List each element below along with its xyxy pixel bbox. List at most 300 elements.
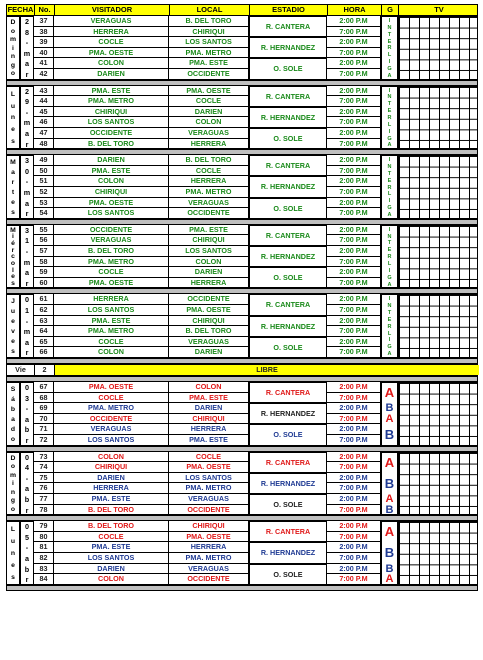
visitor-team: COCLE — [54, 393, 169, 404]
date-char: a — [25, 268, 29, 278]
local-team: VERAGUAS — [169, 564, 249, 575]
game-time: 7:00 P.M — [327, 117, 381, 128]
tv-grid — [398, 452, 478, 516]
visitor-team: COCLE — [54, 37, 169, 48]
group-letter: A — [384, 385, 395, 400]
local-team: PMA. ESTE — [169, 393, 249, 404]
game-number: 66 — [34, 347, 54, 358]
game-time: 7:00 P.M — [327, 393, 381, 404]
date-char: r — [25, 575, 29, 585]
interliga-vertical: I N T E R L I G A — [381, 155, 398, 219]
date-char: 1 — [25, 236, 29, 246]
day-letter: o — [10, 27, 16, 35]
date-char: r — [25, 505, 29, 515]
game-time: 2:00 P.M — [327, 267, 381, 278]
stadium-cell: R. HERNANDEZ — [249, 403, 327, 424]
local-team: COCLE — [169, 96, 249, 107]
day-letter: n — [10, 550, 16, 558]
day-letter: n — [10, 53, 16, 61]
game-time: 2:00 P.M — [327, 198, 381, 209]
game-number: 55 — [34, 225, 54, 236]
interliga-vertical: I N T E R L I G A — [381, 294, 398, 358]
game-number: 74 — [34, 462, 54, 473]
day-letter: g — [10, 497, 16, 505]
visitor-team: PMA. METRO — [54, 257, 169, 268]
game-time: 2:00 P.M — [327, 473, 381, 484]
visitor-team: VERAGUAS — [54, 16, 169, 27]
group-letter: B — [385, 503, 394, 516]
local-team: COLON — [169, 382, 249, 393]
visitor-team: CHIRIQUI — [54, 187, 169, 198]
stadium-cell: O. SOLE — [249, 494, 327, 515]
stadium-cell: R. CANTERA — [249, 452, 327, 473]
game-time: 7:00 P.M — [327, 235, 381, 246]
visitor-team: PMA. ESTE — [54, 86, 169, 97]
game-time: 7:00 P.M — [327, 553, 381, 564]
game-time: 2:00 P.M — [327, 382, 381, 393]
date-char: - — [25, 246, 29, 256]
game-time: 2:00 P.M — [327, 403, 381, 414]
game-time: 2:00 P.M — [327, 37, 381, 48]
date-char: - — [25, 473, 29, 483]
visitor-team: PMA. OESTE — [54, 382, 169, 393]
header-fecha: FECHA — [7, 5, 34, 14]
game-time: 2:00 P.M — [327, 294, 381, 305]
game-number: 69 — [34, 403, 54, 414]
day-letter: o — [10, 70, 16, 78]
local-team: LOS SANTOS — [169, 246, 249, 257]
game-number: 57 — [34, 246, 54, 257]
game-time: 7:00 P.M — [327, 139, 381, 150]
day-letter: a — [11, 169, 15, 177]
game-time: 2:00 P.M — [327, 337, 381, 348]
day-letter: d — [10, 425, 16, 433]
game-number: 83 — [34, 564, 54, 575]
game-number: 62 — [34, 305, 54, 316]
day-letter: D — [10, 19, 16, 26]
date-char: 4 — [25, 463, 29, 473]
local-team: CHIRIQUI — [169, 27, 249, 38]
stadium-cell: O. SOLE — [249, 198, 327, 219]
game-number: 43 — [34, 86, 54, 97]
day-letter: s — [11, 208, 15, 216]
header-no: No. — [35, 5, 55, 15]
game-number: 72 — [34, 435, 54, 446]
game-time: 2:00 P.M — [327, 107, 381, 118]
day-letter: e — [11, 561, 15, 569]
local-team: LOS SANTOS — [169, 473, 249, 484]
day-letter: L — [10, 90, 16, 98]
date-char: a — [25, 553, 29, 563]
day-letter: e — [11, 273, 15, 281]
header-hora: HORA — [328, 5, 382, 15]
day-letter: S — [10, 386, 16, 393]
visitor-team: DARIEN — [54, 564, 169, 575]
local-team: PMA. ESTE — [169, 58, 249, 69]
date-char: 0 — [25, 383, 29, 392]
header-estadio: ESTADIO — [250, 5, 328, 15]
day-letter: g — [10, 61, 16, 69]
header-local: LOCAL — [170, 5, 250, 15]
date-char: 0 — [25, 452, 29, 462]
visitor-team: B. DEL TORO — [54, 521, 169, 532]
game-time: 7:00 P.M — [327, 166, 381, 177]
visitor-team: DARIEN — [54, 155, 169, 166]
date-char: - — [25, 107, 29, 117]
day-letter: n — [10, 488, 16, 496]
game-number: 76 — [34, 483, 54, 494]
game-number: 77 — [34, 494, 54, 505]
game-number: 48 — [34, 139, 54, 150]
stadium-cell: R. CANTERA — [249, 382, 327, 403]
date-char: 3 — [25, 156, 29, 166]
visitor-team: COCLE — [54, 337, 169, 348]
stadium-cell: R. CANTERA — [249, 16, 327, 37]
visitor-team: VERAGUAS — [54, 235, 169, 246]
visitor-team: DARIEN — [54, 473, 169, 484]
local-team: COLON — [169, 117, 249, 128]
visitor-team: LOS SANTOS — [54, 117, 169, 128]
visitor-team: OCCIDENTE — [54, 225, 169, 236]
game-time: 7:00 P.M — [327, 27, 381, 38]
day-letter: b — [10, 405, 16, 413]
game-time: 2:00 P.M — [327, 424, 381, 435]
date-char: r — [25, 278, 29, 288]
game-number: 73 — [34, 452, 54, 463]
game-number: 53 — [34, 198, 54, 209]
stadium-cell: R. HERNANDEZ — [249, 542, 327, 563]
date-char: r — [25, 139, 29, 149]
game-number: 80 — [34, 532, 54, 543]
visitor-team: PMA. METRO — [54, 403, 169, 414]
game-number: 56 — [34, 235, 54, 246]
tv-grid — [398, 382, 478, 446]
stadium-cell: R. HERNANDEZ — [249, 473, 327, 494]
game-number: 44 — [34, 96, 54, 107]
tv-grid — [398, 16, 478, 80]
game-time: 2:00 P.M — [327, 521, 381, 532]
game-time: 7:00 P.M — [327, 505, 381, 516]
local-team: OCCIDENTE — [169, 574, 249, 585]
day-letter: s — [11, 279, 15, 287]
local-team: CHIRIQUI — [169, 414, 249, 425]
date-char: 2 — [25, 17, 29, 26]
local-team: PMA. OESTE — [169, 86, 249, 97]
date-char: m — [23, 327, 31, 337]
day-letter: v — [11, 328, 15, 336]
day-letter: o — [10, 505, 16, 513]
day-letter: m — [9, 36, 17, 44]
date-char: m — [23, 257, 31, 267]
day-letter: o — [10, 435, 16, 443]
game-number: 59 — [34, 267, 54, 278]
day-letter: e — [11, 338, 15, 346]
game-time: 7:00 P.M — [327, 257, 381, 268]
visitor-team: COLON — [54, 574, 169, 585]
header-g: G — [382, 5, 399, 15]
visitor-team: PMA. ESTE — [54, 166, 169, 177]
group-letter: B — [385, 562, 394, 575]
game-time: 2:00 P.M — [327, 246, 381, 257]
game-time: 2:00 P.M — [327, 494, 381, 505]
date-char: b — [24, 564, 30, 574]
visitor-team: PMA. METRO — [54, 326, 169, 337]
local-team: VERAGUAS — [169, 494, 249, 505]
date-char: 3 — [25, 225, 29, 235]
game-number: 79 — [34, 521, 54, 532]
interliga-vertical: I N T E R L I G A — [381, 225, 398, 289]
game-number: 81 — [34, 542, 54, 553]
game-time: 7:00 P.M — [327, 305, 381, 316]
group-letter: A — [385, 412, 394, 425]
game-number: 49 — [34, 155, 54, 166]
game-time: 2:00 P.M — [327, 58, 381, 69]
local-team: PMA. OESTE — [169, 462, 249, 473]
date-char: a — [25, 198, 29, 208]
game-number: 37 — [34, 16, 54, 27]
local-team: VERAGUAS — [169, 128, 249, 139]
local-team: DARIEN — [169, 403, 249, 414]
visitor-team: HERRERA — [54, 294, 169, 305]
day-letter: u — [10, 102, 16, 110]
local-team: PMA. METRO — [169, 483, 249, 494]
game-number: 42 — [34, 69, 54, 80]
game-time: 2:00 P.M — [327, 155, 381, 166]
game-number: 70 — [34, 414, 54, 425]
local-team: LOS SANTOS — [169, 37, 249, 48]
visitor-team: COLON — [54, 347, 169, 358]
visitor-team: LOS SANTOS — [54, 305, 169, 316]
visitor-team: LOS SANTOS — [54, 208, 169, 219]
day-letter: M — [10, 159, 16, 167]
group-letter: B — [384, 427, 395, 443]
day-letter: M — [10, 226, 16, 234]
local-team: HERRERA — [169, 176, 249, 187]
game-number: 58 — [34, 257, 54, 268]
tv-grid — [398, 155, 478, 219]
local-team: CHIRIQUI — [169, 316, 249, 327]
date-char: a — [25, 484, 29, 494]
game-time: 2:00 P.M — [327, 225, 381, 236]
game-number: 46 — [34, 117, 54, 128]
date-char: b — [24, 425, 30, 435]
date-char: r — [25, 209, 29, 219]
day-letter: t — [11, 189, 15, 196]
game-number: 50 — [34, 166, 54, 177]
local-team: CHIRIQUI — [169, 235, 249, 246]
group-letter: B — [385, 402, 394, 415]
local-team: VERAGUAS — [169, 337, 249, 348]
date-char: a — [25, 414, 29, 424]
table-header — [6, 4, 478, 16]
block-separator — [6, 585, 478, 591]
visitor-team: CHIRIQUI — [54, 107, 169, 118]
local-team: COCLE — [169, 166, 249, 177]
game-number: 82 — [34, 553, 54, 564]
day-letter: u — [10, 308, 16, 316]
day-letter: r — [11, 179, 15, 187]
game-number: 68 — [34, 393, 54, 404]
day-letter: i — [12, 233, 14, 241]
local-team: PMA. OESTE — [169, 305, 249, 316]
day-letter: u — [10, 538, 16, 546]
tv-grid — [398, 294, 478, 358]
game-time: 7:00 P.M — [327, 208, 381, 219]
local-team: HERRERA — [169, 278, 249, 289]
libre-label: LIBRE — [55, 365, 479, 375]
stadium-cell: R. CANTERA — [249, 521, 327, 542]
day-letter: s — [11, 138, 15, 146]
group-letter: A — [384, 454, 395, 470]
visitor-team: B. DEL TORO — [54, 246, 169, 257]
local-team: DARIEN — [169, 107, 249, 118]
date-char: - — [25, 316, 29, 326]
game-time: 2:00 P.M — [327, 128, 381, 139]
day-letter: L — [10, 526, 16, 534]
visitor-team: COCLE — [54, 532, 169, 543]
date-char: 0 — [25, 522, 29, 532]
day-letter: e — [11, 318, 15, 326]
game-time: 2:00 P.M — [327, 564, 381, 575]
game-time: 7:00 P.M — [327, 574, 381, 585]
day-letter: m — [9, 471, 17, 479]
date-char: a — [25, 337, 29, 347]
date-char: r — [25, 348, 29, 358]
date-char: 0 — [25, 295, 29, 305]
day-letter: e — [11, 198, 15, 206]
libre-row — [6, 364, 478, 376]
date-char: - — [25, 38, 29, 48]
stadium-cell: R. HERNANDEZ — [249, 246, 327, 267]
libre-day: Vie — [7, 365, 35, 375]
local-team: COCLE — [169, 452, 249, 463]
game-time: 7:00 P.M — [327, 414, 381, 425]
group-letter: B — [384, 475, 395, 491]
local-team: DARIEN — [169, 267, 249, 278]
day-letter: i — [12, 480, 14, 488]
visitor-team: OCCIDENTE — [54, 414, 169, 425]
stadium-cell: R. HERNANDEZ — [249, 176, 327, 197]
local-team: PMA. METRO — [169, 553, 249, 564]
day-letter: á — [11, 395, 15, 403]
day-letter: s — [11, 348, 15, 356]
game-number: 45 — [34, 107, 54, 118]
game-number: 47 — [34, 128, 54, 139]
group-letter: A — [385, 573, 394, 586]
day-letter: c — [11, 253, 15, 261]
day-letter: o — [10, 259, 16, 267]
game-number: 40 — [34, 48, 54, 59]
game-number: 78 — [34, 505, 54, 516]
visitor-team: B. DEL TORO — [54, 505, 169, 516]
local-team: PMA. METRO — [169, 48, 249, 59]
day-letter: i — [12, 44, 14, 52]
visitor-team: LOS SANTOS — [54, 435, 169, 446]
local-team: OCCIDENTE — [169, 69, 249, 80]
local-team: HERRERA — [169, 139, 249, 150]
local-team: B. DEL TORO — [169, 326, 249, 337]
game-number: 41 — [34, 58, 54, 69]
game-number: 38 — [34, 27, 54, 38]
local-team: OCCIDENTE — [169, 294, 249, 305]
game-time: 7:00 P.M — [327, 278, 381, 289]
visitor-team: COLON — [54, 176, 169, 187]
group-letter: A — [385, 493, 394, 505]
stadium-cell: O. SOLE — [249, 128, 327, 149]
date-char: 9 — [25, 97, 29, 107]
local-team: PMA. OESTE — [169, 532, 249, 543]
game-time: 7:00 P.M — [327, 347, 381, 358]
game-number: 64 — [34, 326, 54, 337]
visitor-team: HERRERA — [54, 483, 169, 494]
game-number: 52 — [34, 187, 54, 198]
game-time: 7:00 P.M — [327, 326, 381, 337]
day-letter: o — [10, 463, 16, 471]
local-team: PMA. ESTE — [169, 225, 249, 236]
local-team: PMA. ESTE — [169, 435, 249, 446]
stadium-cell: R. CANTERA — [249, 294, 327, 315]
game-time: 7:00 P.M — [327, 483, 381, 494]
stadium-cell: O. SOLE — [249, 337, 327, 358]
visitor-team: PMA. ESTE — [54, 316, 169, 327]
game-number: 39 — [34, 37, 54, 48]
stadium-cell: R. CANTERA — [249, 155, 327, 176]
visitor-team: COLON — [54, 58, 169, 69]
visitor-team: LOS SANTOS — [54, 553, 169, 564]
game-time: 2:00 P.M — [327, 452, 381, 463]
local-team: HERRERA — [169, 542, 249, 553]
visitor-team: COLON — [54, 452, 169, 463]
game-time: 7:00 P.M — [327, 48, 381, 59]
header-visitador: VISITADOR — [55, 5, 170, 15]
day-letter: l — [12, 266, 14, 274]
local-team: VERAGUAS — [169, 198, 249, 209]
date-char: r — [25, 69, 29, 79]
date-char: 1 — [25, 305, 29, 315]
stadium-cell: R. HERNANDEZ — [249, 316, 327, 337]
visitor-team: PMA. METRO — [54, 96, 169, 107]
game-number: 54 — [34, 208, 54, 219]
day-letter: J — [11, 298, 15, 306]
date-char: a — [25, 59, 29, 69]
date-char: r — [25, 435, 29, 445]
game-number: 60 — [34, 278, 54, 289]
visitor-team: CHIRIQUI — [54, 462, 169, 473]
game-time: 2:00 P.M — [327, 316, 381, 327]
stadium-cell: O. SOLE — [249, 58, 327, 79]
visitor-team: COCLE — [54, 267, 169, 278]
interliga-vertical: I N T E R L I G A — [381, 16, 398, 80]
stadium-cell: R. HERNANDEZ — [249, 37, 327, 58]
header-tv: TV — [434, 5, 444, 14]
group-letter: A — [384, 524, 395, 540]
visitor-team: PMA. OESTE — [54, 198, 169, 209]
group-letter: B — [384, 545, 395, 561]
day-letter: s — [11, 573, 15, 581]
game-time: 7:00 P.M — [327, 69, 381, 80]
game-time: 7:00 P.M — [327, 462, 381, 473]
game-number: 63 — [34, 316, 54, 327]
day-letter: a — [11, 415, 15, 423]
local-team: PMA. METRO — [169, 187, 249, 198]
game-time: 2:00 P.M — [327, 176, 381, 187]
day-letter: é — [11, 240, 15, 248]
visitor-team: VERAGUAS — [54, 424, 169, 435]
local-team: B. DEL TORO — [169, 155, 249, 166]
stadium-cell: R. HERNANDEZ — [249, 107, 327, 128]
game-number: 71 — [34, 424, 54, 435]
stadium-cell: R. CANTERA — [249, 225, 327, 246]
